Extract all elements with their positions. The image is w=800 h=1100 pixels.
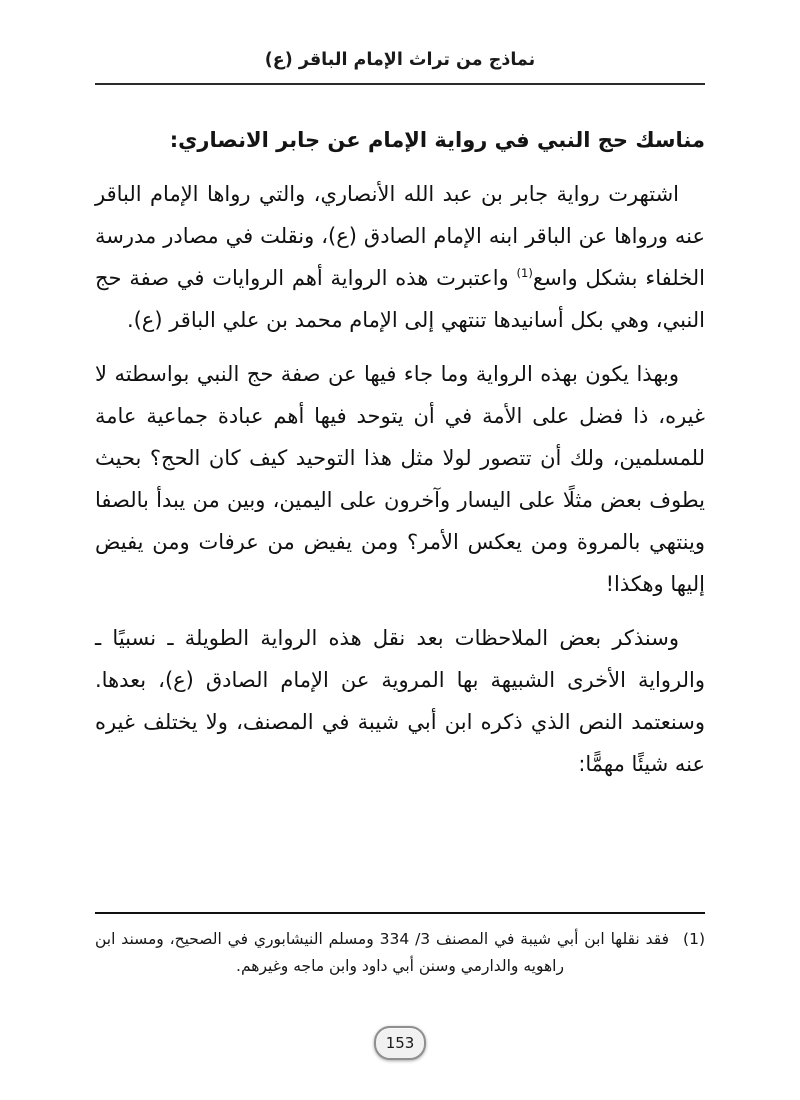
paragraph-2 xyxy=(95,353,705,605)
paragraph-text: وسنذكر بعض الملاحظات بعد نقل هذه الرواية الطويلة ـ نسبيًا ـ والرواية الأخرى الشبيهة بها المروية عن الإمام الصادق (ع)، بعدها. وسنعتمد النص الذي ذكره ابن أبي شيبة في المصنف، ولا يختلف غيره عنه شيئًا مهمًّا: xyxy=(95,625,705,776)
footnote-rule xyxy=(95,912,705,914)
running-header-title: نماذج من تراث الإمام الباقر (ع) xyxy=(264,50,536,70)
header-rule xyxy=(95,83,705,85)
paragraph-1 xyxy=(95,173,705,341)
page-number-badge xyxy=(374,1026,426,1060)
footnote-ref: (1) xyxy=(516,265,533,280)
section-title: مناسك حج النبي في رواية الإمام عن جابر الانصاري: xyxy=(169,128,705,152)
page-number: 153 xyxy=(385,1034,415,1052)
body-paragraphs xyxy=(95,173,705,785)
paragraph-3 xyxy=(95,617,705,785)
paragraph-text: اشتهرت رواية جابر بن عبد الله الأنصاري، والتي رواها الإمام الباقر عنه ورواها عن الباقر ابنه الإمام الصادق (ع)، ونقلت في مصادر مدرسة الخلفاء بشكل واسع xyxy=(95,181,705,290)
footnote-text xyxy=(95,926,705,980)
footnote-marker: (1) xyxy=(683,930,705,948)
paragraph-text: واعتبرت هذه الرواية أهم الروايات في صفة حج النبي، وهي بكل أسانيدها تنتهي إلى الإمام محمد بن علي الباقر (ع). xyxy=(95,265,705,332)
paragraph-text: وبهذا يكون بهذه الرواية وما جاء فيها عن صفة حج النبي بواسطته لا غيره، ذا فضل على الأمة في أن يتوحد فيها أهم عبادة جماعية عامة للمسلمين، ولك أن تتصور لولا مثل هذا التوحيد كيف كان الحج؟ بحيث يطوف بعض مثلًا على اليسار وآخرون على اليمين، وبين من يبدأ بالصفا وينتهي بالمروة ومن يعكس الأمر؟ ومن يفيض من عرفات ومن يفيض إليها وهكذا! xyxy=(95,361,705,596)
footnote-block xyxy=(95,912,705,980)
footnote-body: فقد نقلها ابن أبي شيبة في المصنف 3/ 334 ومسلم النيشابوري في الصحيح، ومسند ابن راهويه والدارمي وسنن أبي داود وابن ماجه وغيرهم. xyxy=(95,930,669,975)
